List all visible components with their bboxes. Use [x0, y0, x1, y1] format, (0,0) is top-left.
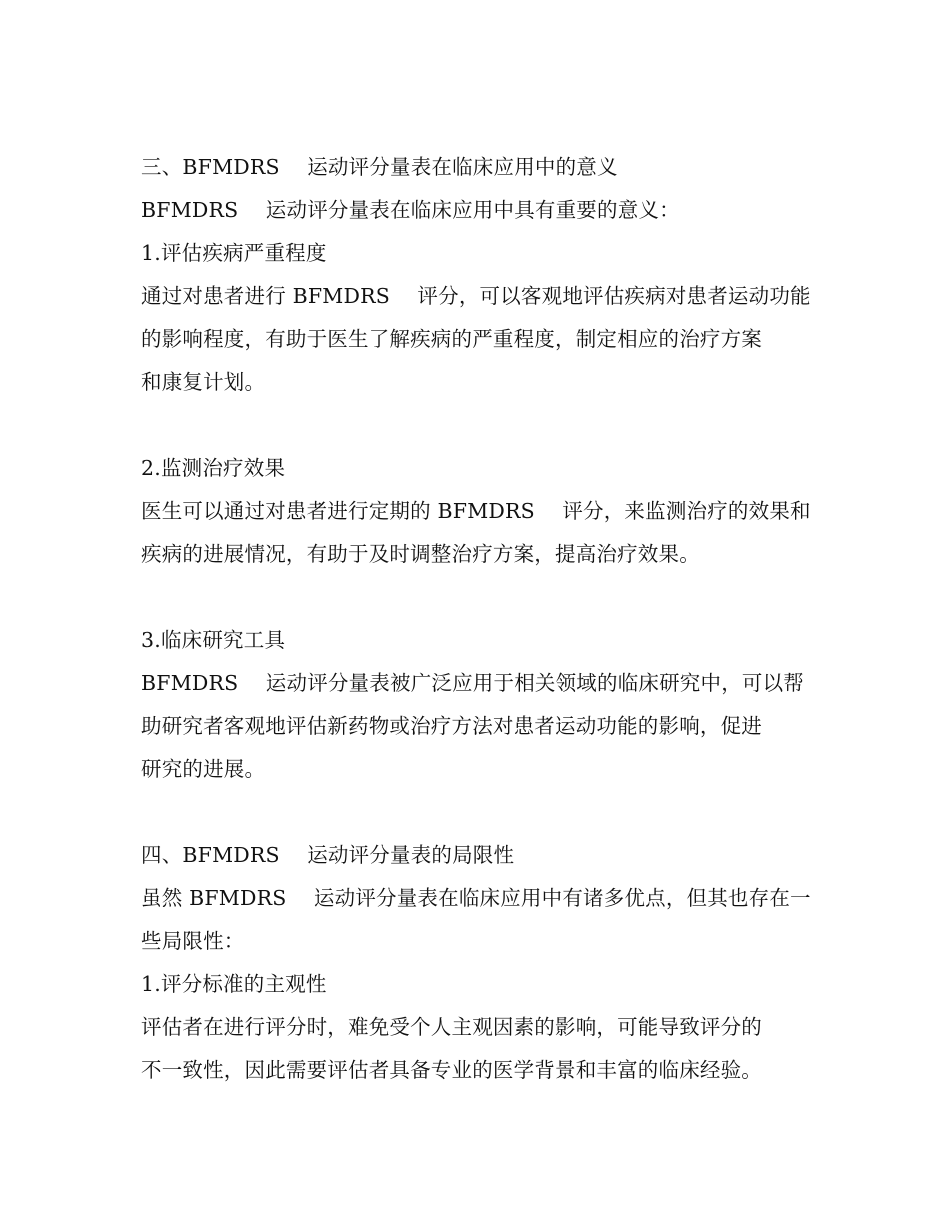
- paragraph-line: BFMDRS 运动评分量表在临床应用中具有重要的意义：: [141, 198, 680, 222]
- paragraph-line: 通过对患者进行 BFMDRS 评分，可以客观地评估疾病对患者运动功能: [141, 284, 811, 308]
- item-title: 1.评估疾病严重程度: [141, 241, 327, 265]
- paragraph-line: 疾病的进展情况，有助于及时调整治疗方案，提高治疗效果。: [141, 542, 700, 566]
- paragraph-line: 评估者在进行评分时，难免受个人主观因素的影响，可能导致评分的: [141, 1015, 762, 1039]
- paragraph-line: 和康复计划。: [141, 370, 266, 394]
- item-title: 2.监测治疗效果: [141, 456, 286, 480]
- paragraph-line: 助研究者客观地评估新药物或治疗方法对患者运动功能的影响，促进: [141, 714, 762, 738]
- item-title: 1.评分标准的主观性: [141, 972, 327, 996]
- blank-line: [141, 791, 821, 834]
- section-heading: 四、BFMDRS 运动评分量表的局限性: [141, 843, 515, 867]
- paragraph-line: 些局限性：: [141, 929, 245, 953]
- paragraph-line: 研究的进展。: [141, 757, 266, 781]
- blank-line: [141, 404, 821, 447]
- blank-line: [141, 576, 821, 619]
- item-title: 3.临床研究工具: [141, 628, 286, 652]
- document-page: [141, 146, 821, 1092]
- paragraph-line: 虽然 BFMDRS 运动评分量表在临床应用中有诸多优点，但其也存在一: [141, 886, 811, 910]
- paragraph-line: 医生可以通过对患者进行定期的 BFMDRS 评分，来监测治疗的效果和: [141, 499, 811, 523]
- paragraph-line: 的影响程度，有助于医生了解疾病的严重程度，制定相应的治疗方案: [141, 327, 762, 351]
- paragraph-line: BFMDRS 运动评分量表被广泛应用于相关领域的临床研究中，可以帮: [141, 671, 805, 695]
- paragraph-line: 不一致性，因此需要评估者具备专业的医学背景和丰富的临床经验。: [141, 1058, 762, 1082]
- section-heading: 三、BFMDRS 运动评分量表在临床应用中的意义: [141, 155, 618, 179]
